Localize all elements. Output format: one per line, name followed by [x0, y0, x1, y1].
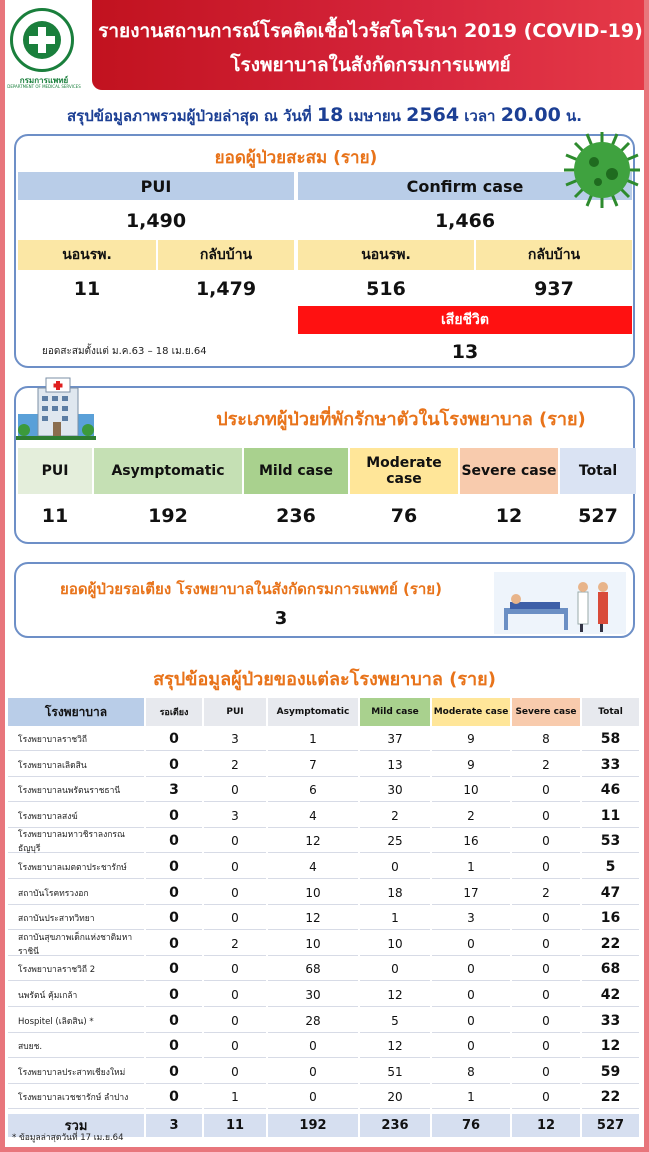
total-severe: 12: [512, 1114, 580, 1137]
cell-mild: 37: [360, 728, 430, 751]
cell-pui: 0: [204, 907, 266, 930]
cell-waiting: 0: [146, 1061, 202, 1084]
hospital-name: นพรัตน์ คุ้มเกล้า: [8, 984, 144, 1007]
total-asymptomatic: 192: [268, 1114, 358, 1137]
confirm-home-value: 937: [534, 278, 574, 300]
cell-waiting: 0: [146, 958, 202, 981]
cell-moderate: 0: [432, 1010, 510, 1033]
column-header-severe: Severe case: [512, 698, 580, 726]
cell-waiting: 0: [146, 882, 202, 905]
cell-severe: 2: [512, 754, 580, 777]
table-row: [8, 830, 641, 853]
hospital-name: โรงพยาบาลราชวิถี 2: [8, 958, 144, 981]
cell-asymptomatic: 10: [268, 933, 358, 956]
hospital-name: โรงพยาบาลสงฆ์: [8, 805, 144, 828]
cell-total: 68: [582, 958, 639, 981]
table-row: [8, 882, 641, 905]
cell-mild: 30: [360, 779, 430, 802]
cell-total: 33: [582, 754, 639, 777]
cell-pui: 0: [204, 1010, 266, 1033]
cell-asymptomatic: 12: [268, 830, 358, 853]
cell-asymptomatic: 6: [268, 779, 358, 802]
patient-types-title: ประเภทผู้ป่วยที่พักรักษาตัวในโรงพยาบาล (ราย): [216, 409, 586, 430]
table-row: [8, 1086, 641, 1109]
pui-header: PUI: [18, 172, 294, 200]
cell-waiting: 0: [146, 754, 202, 777]
cumulative-title: ยอดผู้ป่วยสะสม (ราย): [214, 148, 378, 168]
type-value-severe: 12: [495, 505, 523, 527]
cell-pui: 0: [204, 882, 266, 905]
cell-pui: 0: [204, 779, 266, 802]
hospital-name: โรงพยาบาลมหาวชิราลงกรณธัญบุรี: [8, 830, 144, 853]
cell-mild: 12: [360, 984, 430, 1007]
death-value: 13: [451, 341, 479, 363]
table-row: [8, 958, 641, 981]
type-value-total: 527: [578, 505, 618, 527]
pui-home-header: กลับบ้าน: [158, 240, 294, 270]
type-header-pui: PUI: [18, 448, 92, 494]
cell-mild: 0: [360, 856, 430, 879]
table-row: [8, 779, 641, 802]
column-header-pui: PUI: [204, 698, 266, 726]
hospital-name: โรงพยาบาลประสาทเชียงใหม่: [8, 1061, 144, 1084]
logo-subtext: DEPARTMENT OF MEDICAL SERVICES: [7, 84, 81, 89]
logo-text: กรมการแพทย์: [19, 76, 69, 85]
table-row: [8, 1061, 641, 1084]
confirm-inpatient-header: นอนรพ.: [298, 240, 474, 270]
cumulative-panel: [14, 134, 635, 368]
virus-icon: [560, 128, 644, 212]
cell-waiting: 0: [146, 805, 202, 828]
header: [0, 0, 649, 90]
column-header-asymptomatic: Asymptomatic: [268, 698, 358, 726]
cell-pui: 1: [204, 1086, 266, 1109]
total-pui: 11: [204, 1114, 266, 1137]
death-header: เสียชีวิต: [298, 306, 632, 334]
cell-severe: 0: [512, 907, 580, 930]
cell-severe: 2: [512, 882, 580, 905]
cell-waiting: 0: [146, 984, 202, 1007]
cell-severe: 0: [512, 1010, 580, 1033]
confirm-header: Confirm case: [298, 172, 632, 200]
total-mild: 236: [360, 1114, 430, 1137]
cell-total: 33: [582, 1010, 639, 1033]
cell-waiting: 3: [146, 779, 202, 802]
cell-waiting: 0: [146, 728, 202, 751]
table-footnote: * ข้อมูลล่าสุดวันที่ 17 เม.ย.64: [12, 1133, 124, 1143]
cell-waiting: 0: [146, 830, 202, 853]
hospital-name: สถาบันประสาทวิทยา: [8, 907, 144, 930]
total-hospital: รวม: [8, 1114, 144, 1137]
waiting-bed-title: ยอดผู้ป่วยรอเตียง โรงพยาบาลในสังกัดกรมการแพทย์ (ราย): [60, 580, 442, 598]
hospital-table-title: สรุปข้อมูลผู้ป่วยของแต่ละโรงพยาบาล (ราย): [153, 669, 496, 690]
type-header-moderate: Moderate case: [350, 448, 458, 494]
cell-severe: 0: [512, 1086, 580, 1109]
cell-asymptomatic: 0: [268, 1035, 358, 1058]
hospital-name: สถาบันสุขภาพเด็กแห่งชาติมหาราชินี: [8, 933, 144, 956]
pui-inpatient-header: นอนรพ.: [18, 240, 156, 270]
cell-severe: 8: [512, 728, 580, 751]
cell-mild: 2: [360, 805, 430, 828]
table-header-row: [8, 698, 641, 721]
cell-severe: 0: [512, 805, 580, 828]
table-row: [8, 754, 641, 777]
cell-moderate: 9: [432, 754, 510, 777]
confirm-inpatient-value: 516: [366, 278, 406, 300]
cell-severe: 0: [512, 933, 580, 956]
confirm-total: 1,466: [434, 210, 496, 232]
cell-mild: 1: [360, 907, 430, 930]
cell-waiting: 0: [146, 856, 202, 879]
cell-mild: 5: [360, 1010, 430, 1033]
table-row: [8, 1035, 641, 1058]
cell-moderate: 2: [432, 805, 510, 828]
report-subtitle: โรงพยาบาลในสังกัดกรมการแพทย์: [230, 54, 511, 76]
total-waiting: 3: [146, 1114, 202, 1137]
total-moderate: 76: [432, 1114, 510, 1137]
cell-asymptomatic: 4: [268, 805, 358, 828]
cell-asymptomatic: 10: [268, 882, 358, 905]
cell-mild: 12: [360, 1035, 430, 1058]
type-header-total: Total: [560, 448, 636, 494]
cell-severe: 0: [512, 1061, 580, 1084]
cell-pui: 3: [204, 805, 266, 828]
cell-mild: 51: [360, 1061, 430, 1084]
type-header-severe: Severe case: [460, 448, 558, 494]
cell-asymptomatic: 1: [268, 728, 358, 751]
cell-total: 47: [582, 882, 639, 905]
cell-pui: 0: [204, 1035, 266, 1058]
table-row: [8, 1010, 641, 1033]
waiting-bed-value: 3: [274, 608, 288, 629]
table-row: [8, 728, 641, 751]
cell-severe: 0: [512, 958, 580, 981]
cell-severe: 0: [512, 830, 580, 853]
table-row: [8, 805, 641, 828]
pui-home-value: 1,479: [195, 278, 257, 300]
pui-inpatient-value: 11: [73, 278, 101, 300]
hospital-name: โรงพยาบาลเวชชารักษ์ ลำปาง: [8, 1086, 144, 1109]
column-header-hospital: โรงพยาบาล: [8, 698, 144, 726]
table-row: [8, 907, 641, 930]
cell-severe: 0: [512, 856, 580, 879]
table-row: [8, 984, 641, 1007]
cell-severe: 0: [512, 779, 580, 802]
cell-pui: 2: [204, 754, 266, 777]
cell-mild: 10: [360, 933, 430, 956]
cumulative-since-note: ยอดสะสมตั้งแต่ ม.ค.63 – 18 เม.ย.64: [42, 346, 207, 357]
cell-total: 11: [582, 805, 639, 828]
cell-waiting: 0: [146, 907, 202, 930]
cell-total: 46: [582, 779, 639, 802]
cell-moderate: 0: [432, 1035, 510, 1058]
cell-asymptomatic: 7: [268, 754, 358, 777]
cell-asymptomatic: 4: [268, 856, 358, 879]
cell-pui: 0: [204, 984, 266, 1007]
cell-waiting: 0: [146, 1035, 202, 1058]
cell-moderate: 3: [432, 907, 510, 930]
cell-pui: 0: [204, 958, 266, 981]
cell-moderate: 0: [432, 933, 510, 956]
hospital-name: โรงพยาบาลเลิดสิน: [8, 754, 144, 777]
cell-total: 53: [582, 830, 639, 853]
cell-total: 12: [582, 1035, 639, 1058]
hospital-name: โรงพยาบาลนพรัตนราชธานี: [8, 779, 144, 802]
column-header-waiting: รอเตียง: [146, 698, 202, 726]
type-value-moderate: 76: [390, 505, 418, 527]
summary-date-line: สรุปข้อมูลภาพรวมผู้ป่วยล่าสุด ณ วันที่ 18 เมษายน 2564 เวลา 20.00 น.: [67, 104, 582, 126]
cell-total: 58: [582, 728, 639, 751]
table-row: [8, 933, 641, 956]
patient-bed-icon: [494, 572, 626, 634]
cell-pui: 2: [204, 933, 266, 956]
cell-moderate: 0: [432, 958, 510, 981]
confirm-home-header: กลับบ้าน: [476, 240, 632, 270]
cell-total: 59: [582, 1061, 639, 1084]
cell-total: 42: [582, 984, 639, 1007]
hospital-name: โรงพยาบาลราชวิถี: [8, 728, 144, 751]
cell-asymptomatic: 0: [268, 1086, 358, 1109]
column-header-moderate: Moderate case: [432, 698, 510, 726]
cell-moderate: 16: [432, 830, 510, 853]
cell-pui: 0: [204, 1061, 266, 1084]
cell-pui: 0: [204, 830, 266, 853]
cell-pui: 3: [204, 728, 266, 751]
cell-moderate: 9: [432, 728, 510, 751]
cell-waiting: 0: [146, 1010, 202, 1033]
cell-total: 22: [582, 933, 639, 956]
cell-asymptomatic: 0: [268, 1061, 358, 1084]
cell-mild: 25: [360, 830, 430, 853]
hospital-name: Hospitel (เลิดสิน) *: [8, 1010, 144, 1033]
type-value-asymptomatic: 192: [148, 505, 188, 527]
hospital-name: สถาบันโรคทรวงอก: [8, 882, 144, 905]
type-header-mild: Mild case: [244, 448, 348, 494]
table-row: [8, 856, 641, 879]
cell-moderate: 10: [432, 779, 510, 802]
cell-mild: 18: [360, 882, 430, 905]
cell-waiting: 0: [146, 933, 202, 956]
cell-severe: 0: [512, 1035, 580, 1058]
cell-mild: 20: [360, 1086, 430, 1109]
cell-moderate: 1: [432, 856, 510, 879]
cell-asymptomatic: 68: [268, 958, 358, 981]
pui-total: 1,490: [125, 210, 187, 232]
cell-mild: 13: [360, 754, 430, 777]
cell-waiting: 0: [146, 1086, 202, 1109]
type-value-pui: 11: [41, 505, 69, 527]
cell-total: 5: [582, 856, 639, 879]
cell-moderate: 17: [432, 882, 510, 905]
type-header-asymptomatic: Asymptomatic: [94, 448, 242, 494]
cell-severe: 0: [512, 984, 580, 1007]
cell-total: 22: [582, 1086, 639, 1109]
cell-moderate: 0: [432, 984, 510, 1007]
hospital-name: สบยช.: [8, 1035, 144, 1058]
cell-asymptomatic: 30: [268, 984, 358, 1007]
cell-mild: 0: [360, 958, 430, 981]
cell-asymptomatic: 28: [268, 1010, 358, 1033]
report-title: รายงานสถานการณ์โรคติดเชื้อไวรัสโคโรนา 2019 (COVID-19): [98, 20, 643, 42]
hospital-name: โรงพยาบาลเมตตาประชารักษ์: [8, 856, 144, 879]
cell-moderate: 1: [432, 1086, 510, 1109]
cell-total: 16: [582, 907, 639, 930]
column-header-mild: Mild case: [360, 698, 430, 726]
cell-moderate: 8: [432, 1061, 510, 1084]
ministry-logo-icon: [10, 8, 74, 72]
column-header-total: Total: [582, 698, 639, 726]
cell-pui: 0: [204, 856, 266, 879]
cell-asymptomatic: 12: [268, 907, 358, 930]
type-value-mild: 236: [276, 505, 316, 527]
total-total: 527: [582, 1114, 639, 1137]
patient-types-panel: [14, 386, 635, 544]
hospital-building-icon: [16, 374, 96, 440]
